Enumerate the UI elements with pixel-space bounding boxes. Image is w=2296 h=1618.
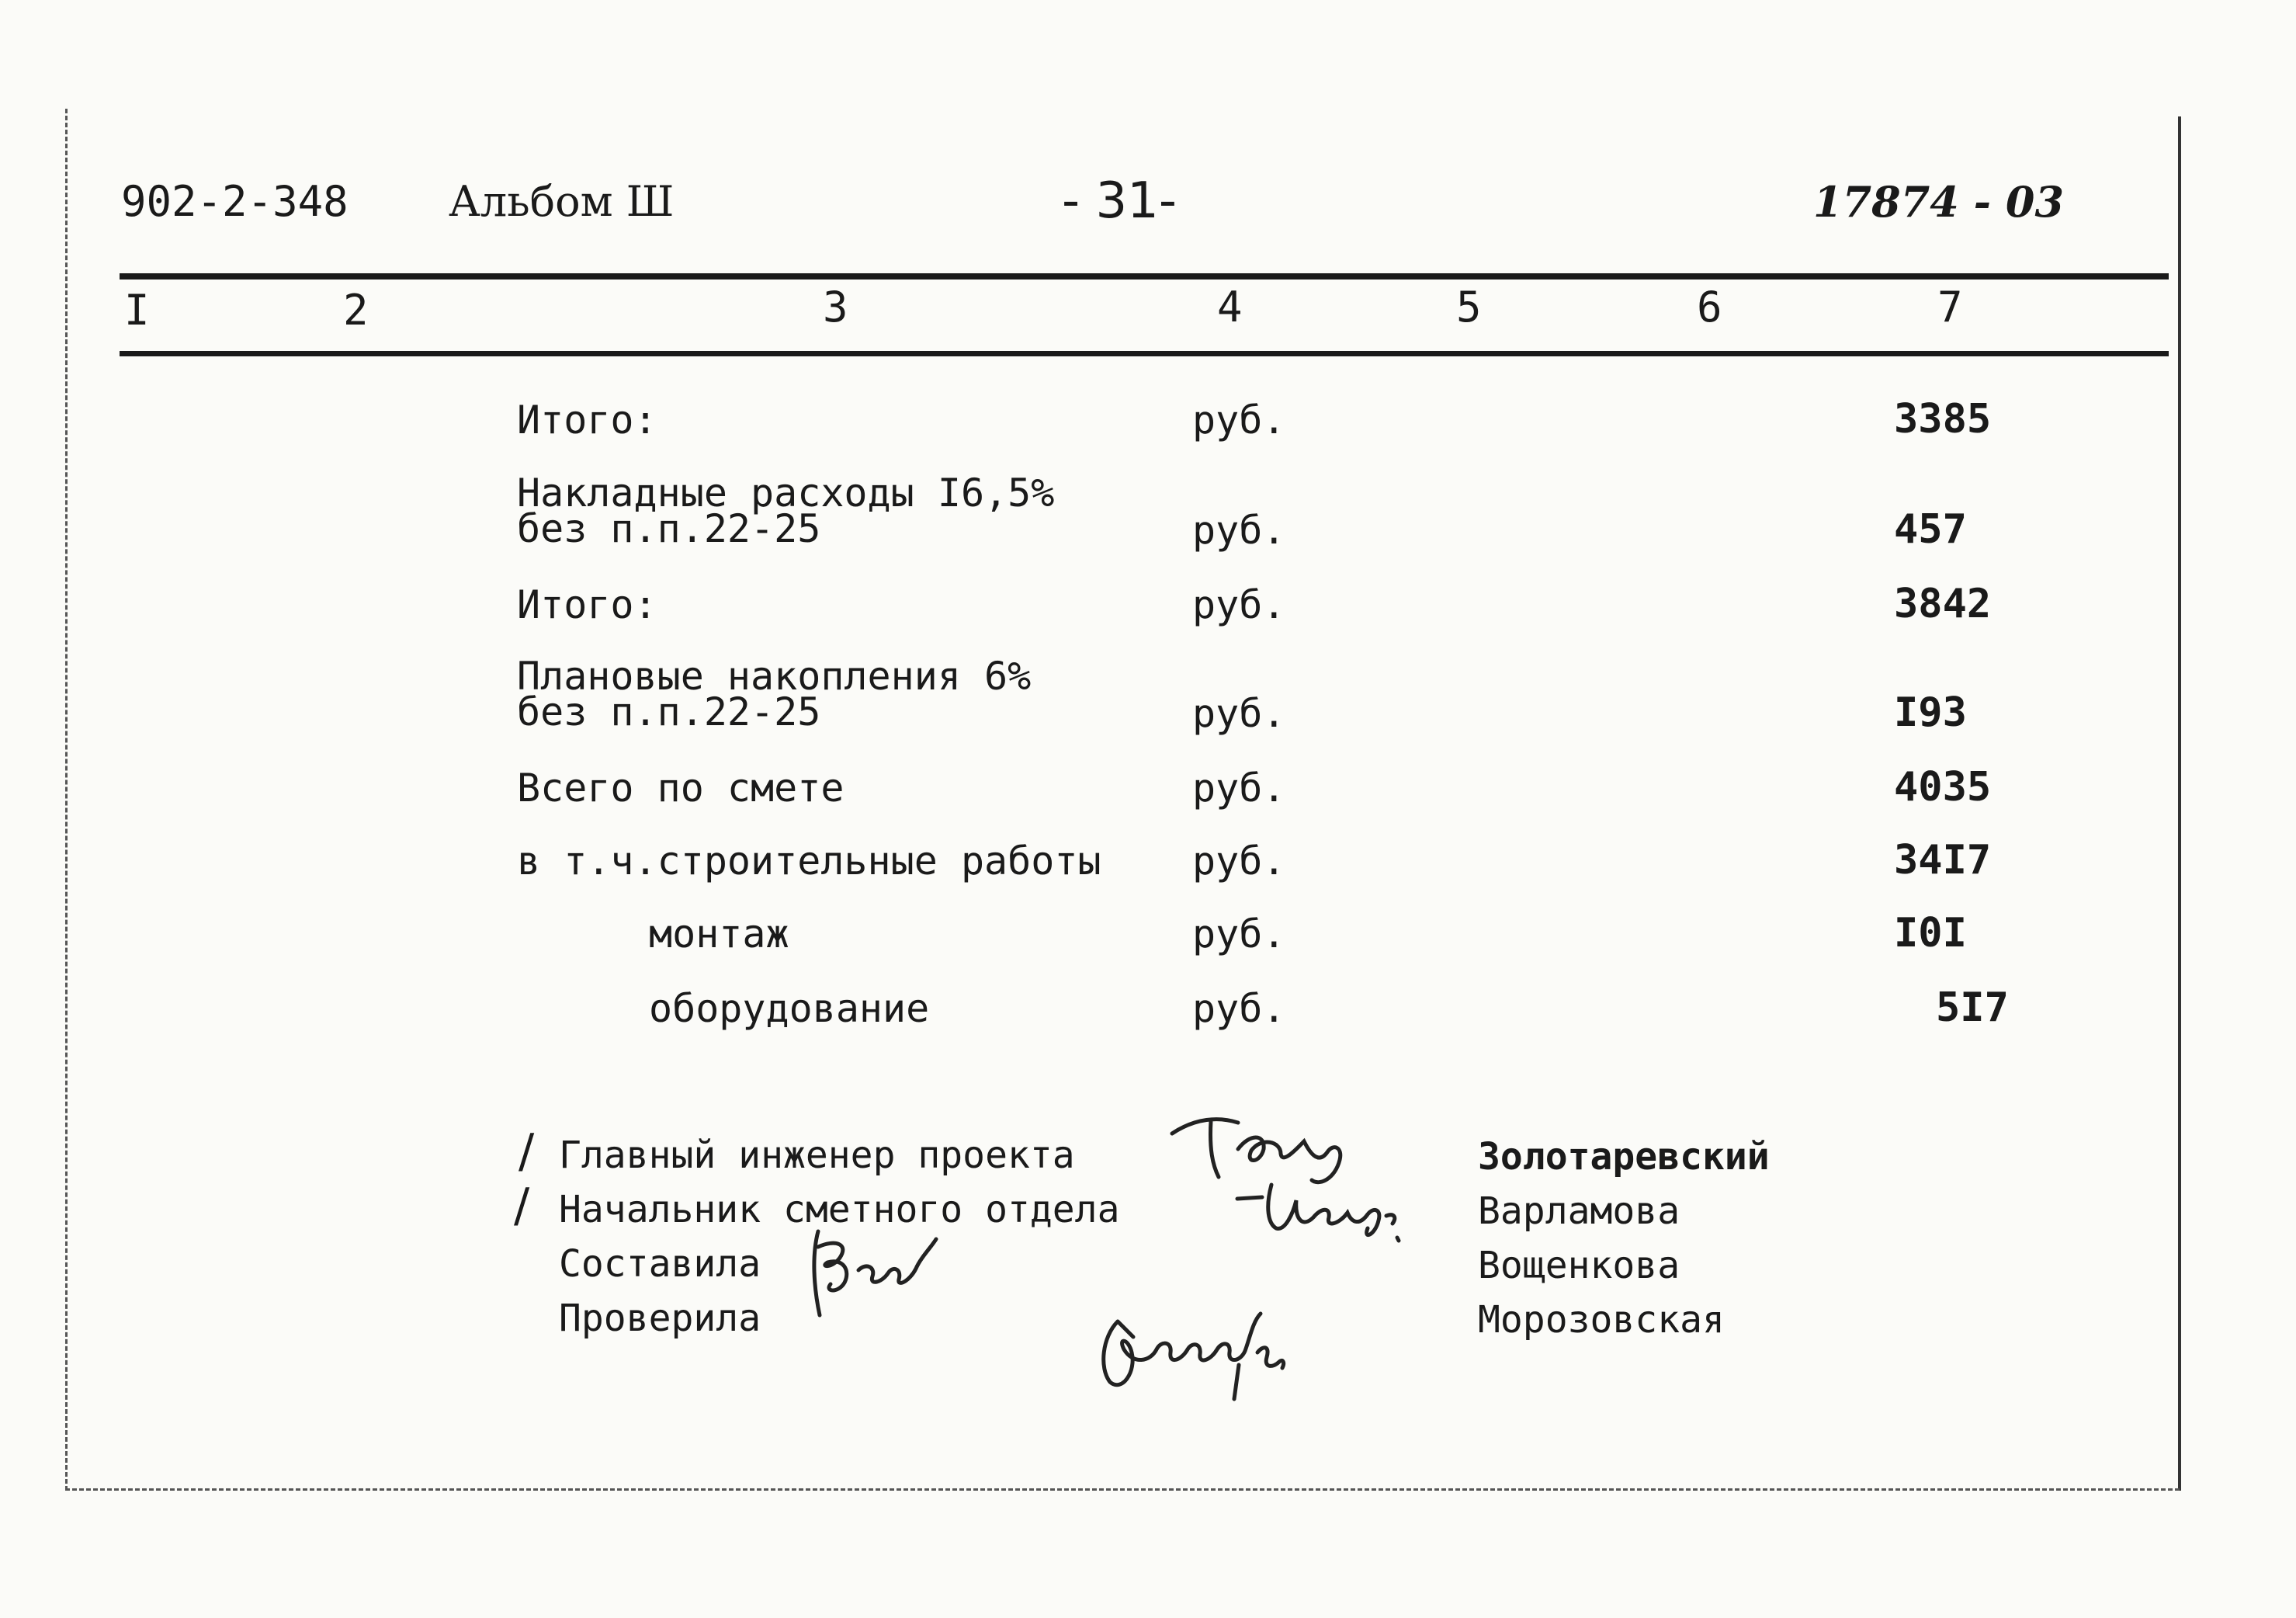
row-label: в т.ч.строительные работы [517,839,1101,884]
row-value: I93 [1894,689,1967,736]
signature-role: Составила [559,1242,761,1286]
column-number-2: 2 [343,286,369,335]
row-unit: руб. [1192,986,1286,1031]
frame-bottom-border [65,1488,2180,1491]
row-label: Всего по смете [517,766,845,811]
row-label-continued: без п.п.22-25 [517,689,821,734]
column-number-5: 5 [1456,283,1482,332]
row-label: Накладные расходы I6,5% [517,470,1055,516]
handwritten-signature [1087,1290,1312,1407]
column-number-6: 6 [1697,283,1722,332]
row-value: 34I7 [1894,837,1992,884]
row-unit: руб. [1192,508,1286,553]
row-value: 4035 [1894,764,1992,811]
album-label: Альбом Ш [449,177,675,226]
row-unit: руб. [1192,911,1286,957]
row-unit: руб. [1192,766,1286,811]
row-unit: руб. [1192,839,1286,884]
signature-role: Проверила [559,1297,761,1340]
table-top-rule [120,273,2169,280]
row-value: 3842 [1894,581,1992,627]
row-label: Плановые накопления 6% [517,654,1032,699]
check-mark: / [514,1179,530,1233]
signature-role: Начальник сметного отдела [559,1188,1120,1231]
page-number: - 31- [1062,172,1177,230]
row-label: монтаж [649,911,789,957]
row-value: 3385 [1894,396,1992,443]
column-number-7: 7 [1937,283,1963,332]
row-value: I0I [1894,910,1967,957]
row-label: Итого: [517,398,657,443]
row-label: Итого: [517,582,657,627]
signatory-name: Золотаревский [1478,1135,1770,1179]
row-unit: руб. [1192,582,1286,627]
signatory-name: Вощенкова [1478,1244,1680,1287]
row-label-continued: без п.п.22-25 [517,506,821,551]
row-value: 5I7 [1936,984,2009,1031]
frame-right-border [2178,116,2181,1491]
signatory-name: Варламова [1478,1189,1680,1233]
row-label: оборудование [649,986,930,1031]
handwritten-signature [1231,1169,1433,1255]
column-number-4: 4 [1217,283,1243,332]
table-header-bottom-rule [120,351,2169,356]
signatory-name: Морозовская [1478,1298,1725,1342]
handwritten-signature [804,1224,944,1325]
row-unit: руб. [1192,398,1286,443]
reference-number: 17874 - 03 [1813,177,2065,227]
row-unit: руб. [1192,691,1286,736]
signature-role: Главный инженер проекта [559,1134,1075,1177]
row-value: 457 [1894,506,1967,553]
doc-code: 902-2-348 [121,177,349,226]
column-number-3: 3 [823,283,848,332]
frame-left-border [65,109,68,1491]
column-number-1: I [124,286,150,335]
check-mark: / [519,1124,535,1179]
